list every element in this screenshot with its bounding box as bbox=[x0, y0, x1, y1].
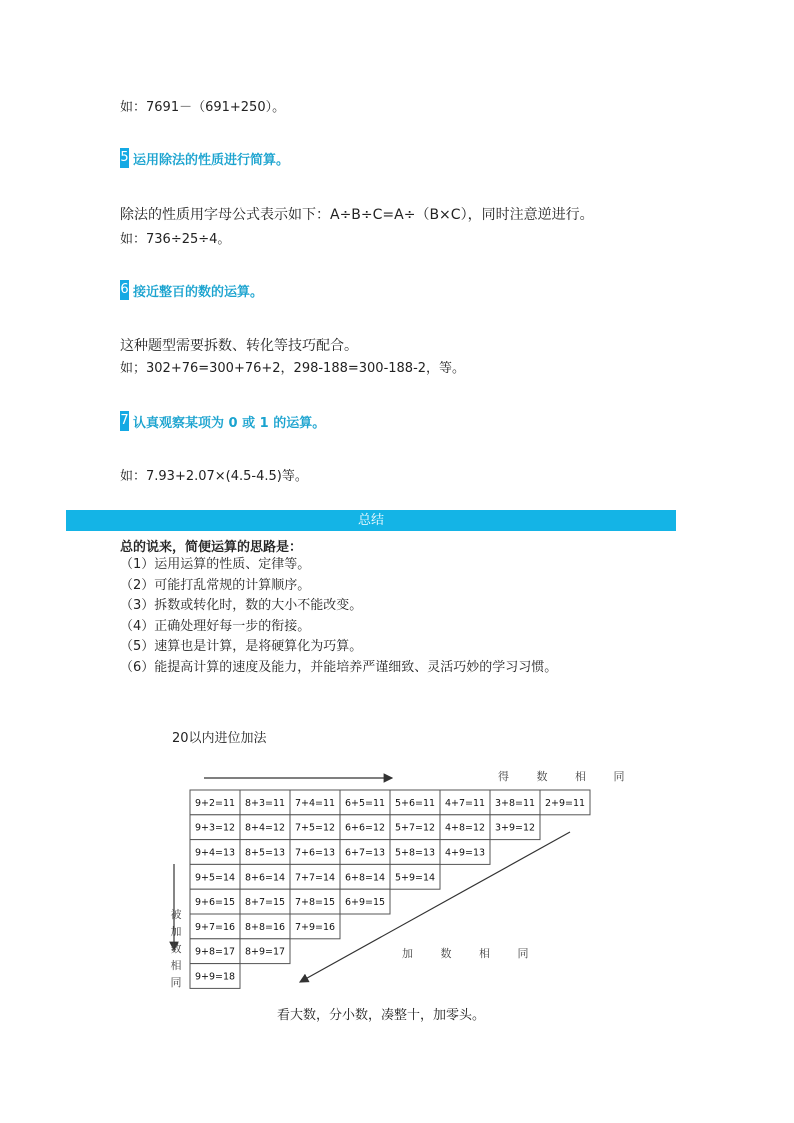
equation-cell-text: 6+7=13 bbox=[344, 847, 386, 859]
equation-cell-text: 9+3=12 bbox=[194, 822, 236, 834]
equation-cell-text: 7+4=11 bbox=[294, 797, 336, 809]
equation-cell-text: 3+9=12 bbox=[494, 822, 536, 834]
summary-item: （1）运用运算的性质、定律等。 bbox=[120, 557, 311, 572]
section-heading-6 bbox=[120, 280, 263, 300]
section-heading-text: 接近整百的数的运算。 bbox=[133, 284, 264, 300]
summary-list bbox=[120, 555, 557, 679]
equation-cell-text: 7+7=14 bbox=[294, 872, 336, 884]
figure-caption: 看大数，分小数，凑整十，加零头。 bbox=[277, 1008, 486, 1023]
section-heading-text: 运用除法的性质进行简算。 bbox=[133, 152, 290, 168]
equation-cell-text: 7+5=12 bbox=[294, 822, 336, 834]
same-addend-label: 加 数 相 同 bbox=[402, 947, 541, 960]
equation-cell-text: 8+7=15 bbox=[244, 897, 286, 909]
section-heading-text: 认真观察某项为 0 或 1 的运算。 bbox=[133, 415, 326, 431]
summary-item: （6）能提高计算的速度及能力，并能培养严谨细致、灵活巧妙的学习习惯。 bbox=[120, 659, 558, 675]
equation-cell-text: 9+6=15 bbox=[194, 897, 236, 909]
same-augend-label bbox=[171, 907, 182, 989]
section-number: 6 bbox=[120, 280, 129, 300]
same-augend-label-char: 数 bbox=[170, 942, 182, 955]
rule-text: 除法的性质用字母公式表示如下：A÷B÷C=A÷（B×C），同时注意逆进行。 bbox=[120, 207, 594, 223]
equation-cell-text: 7+8=15 bbox=[294, 897, 336, 909]
section-heading-7 bbox=[120, 411, 325, 431]
rule-text: 这种题型需要拆数、转化等技巧配合。 bbox=[120, 338, 358, 354]
summary-item: （3）拆数或转化时，数的大小不能改变。 bbox=[120, 598, 363, 614]
summary-title: 总的说来，简便运算的思路是： bbox=[120, 540, 303, 555]
equation-cell-text: 4+9=13 bbox=[444, 847, 486, 859]
same-augend-label-char: 相 bbox=[170, 959, 182, 972]
equation-cell-text: 9+4=13 bbox=[194, 847, 236, 859]
same-sum-label: 得 数 相 同 bbox=[498, 770, 637, 783]
equation-cell-text: 4+8=12 bbox=[444, 822, 486, 834]
equation-cell-text: 6+8=14 bbox=[344, 872, 386, 884]
equation-cell-text: 5+6=11 bbox=[394, 797, 436, 809]
equation-cell-text: 8+3=11 bbox=[244, 797, 286, 809]
same-augend-label-char: 被 bbox=[170, 908, 182, 921]
summary-item: （5）速算也是计算，是将硬算化为巧算。 bbox=[120, 639, 363, 655]
addition-table-figure bbox=[160, 752, 637, 1000]
equation-cell-text: 9+9=18 bbox=[194, 971, 236, 983]
equation-cell-text: 3+8=11 bbox=[494, 797, 536, 809]
equation-cell-text: 5+7=12 bbox=[394, 822, 436, 834]
figure-title: 20以内进位加法 bbox=[172, 731, 267, 746]
section-number: 7 bbox=[120, 411, 129, 431]
summary-item: （4）正确处理好每一步的衔接。 bbox=[120, 618, 311, 634]
summary-item: （2）可能打乱常规的计算顺序。 bbox=[120, 577, 311, 593]
equation-cell-text: 6+6=12 bbox=[344, 822, 386, 834]
equation-cell-text: 7+9=16 bbox=[294, 921, 336, 933]
same-augend-label-char: 加 bbox=[170, 925, 182, 938]
summary-bar: 总结 bbox=[66, 510, 676, 531]
same-augend-label-char: 同 bbox=[170, 976, 182, 989]
example-line: 如：736÷25÷4。 bbox=[120, 232, 231, 247]
example-line: 如：7.93+2.07×(4.5-4.5)等。 bbox=[120, 469, 308, 484]
equation-cell-text: 4+7=11 bbox=[444, 797, 486, 809]
equation-cell-text: 6+9=15 bbox=[344, 897, 386, 909]
equation-cell-text: 7+6=13 bbox=[294, 847, 336, 859]
equation-cell-text: 9+8=17 bbox=[194, 946, 236, 958]
equation-cell-text: 9+2=11 bbox=[194, 797, 236, 809]
equation-cell-text: 2+9=11 bbox=[544, 797, 586, 809]
section-number: 5 bbox=[120, 148, 129, 168]
example-line: 如；302+76=300+76+2，298-188=300-188-2，等。 bbox=[120, 361, 466, 376]
example-line: 如：7691－（691+250）。 bbox=[120, 100, 286, 115]
equation-cell-text: 8+9=17 bbox=[244, 946, 286, 958]
equation-cell-text: 5+9=14 bbox=[394, 872, 436, 884]
equation-cell-text: 6+5=11 bbox=[344, 797, 386, 809]
equation-cell-text: 8+4=12 bbox=[244, 822, 286, 834]
section-heading-5 bbox=[120, 148, 289, 168]
equation-cell-text: 9+7=16 bbox=[194, 921, 236, 933]
equation-cell-text: 9+5=14 bbox=[194, 872, 236, 884]
equation-cell-text: 8+6=14 bbox=[244, 872, 286, 884]
equation-cell-text: 5+8=13 bbox=[394, 847, 436, 859]
equation-cell-text: 8+5=13 bbox=[244, 847, 286, 859]
equation-cell-text: 8+8=16 bbox=[244, 921, 286, 933]
